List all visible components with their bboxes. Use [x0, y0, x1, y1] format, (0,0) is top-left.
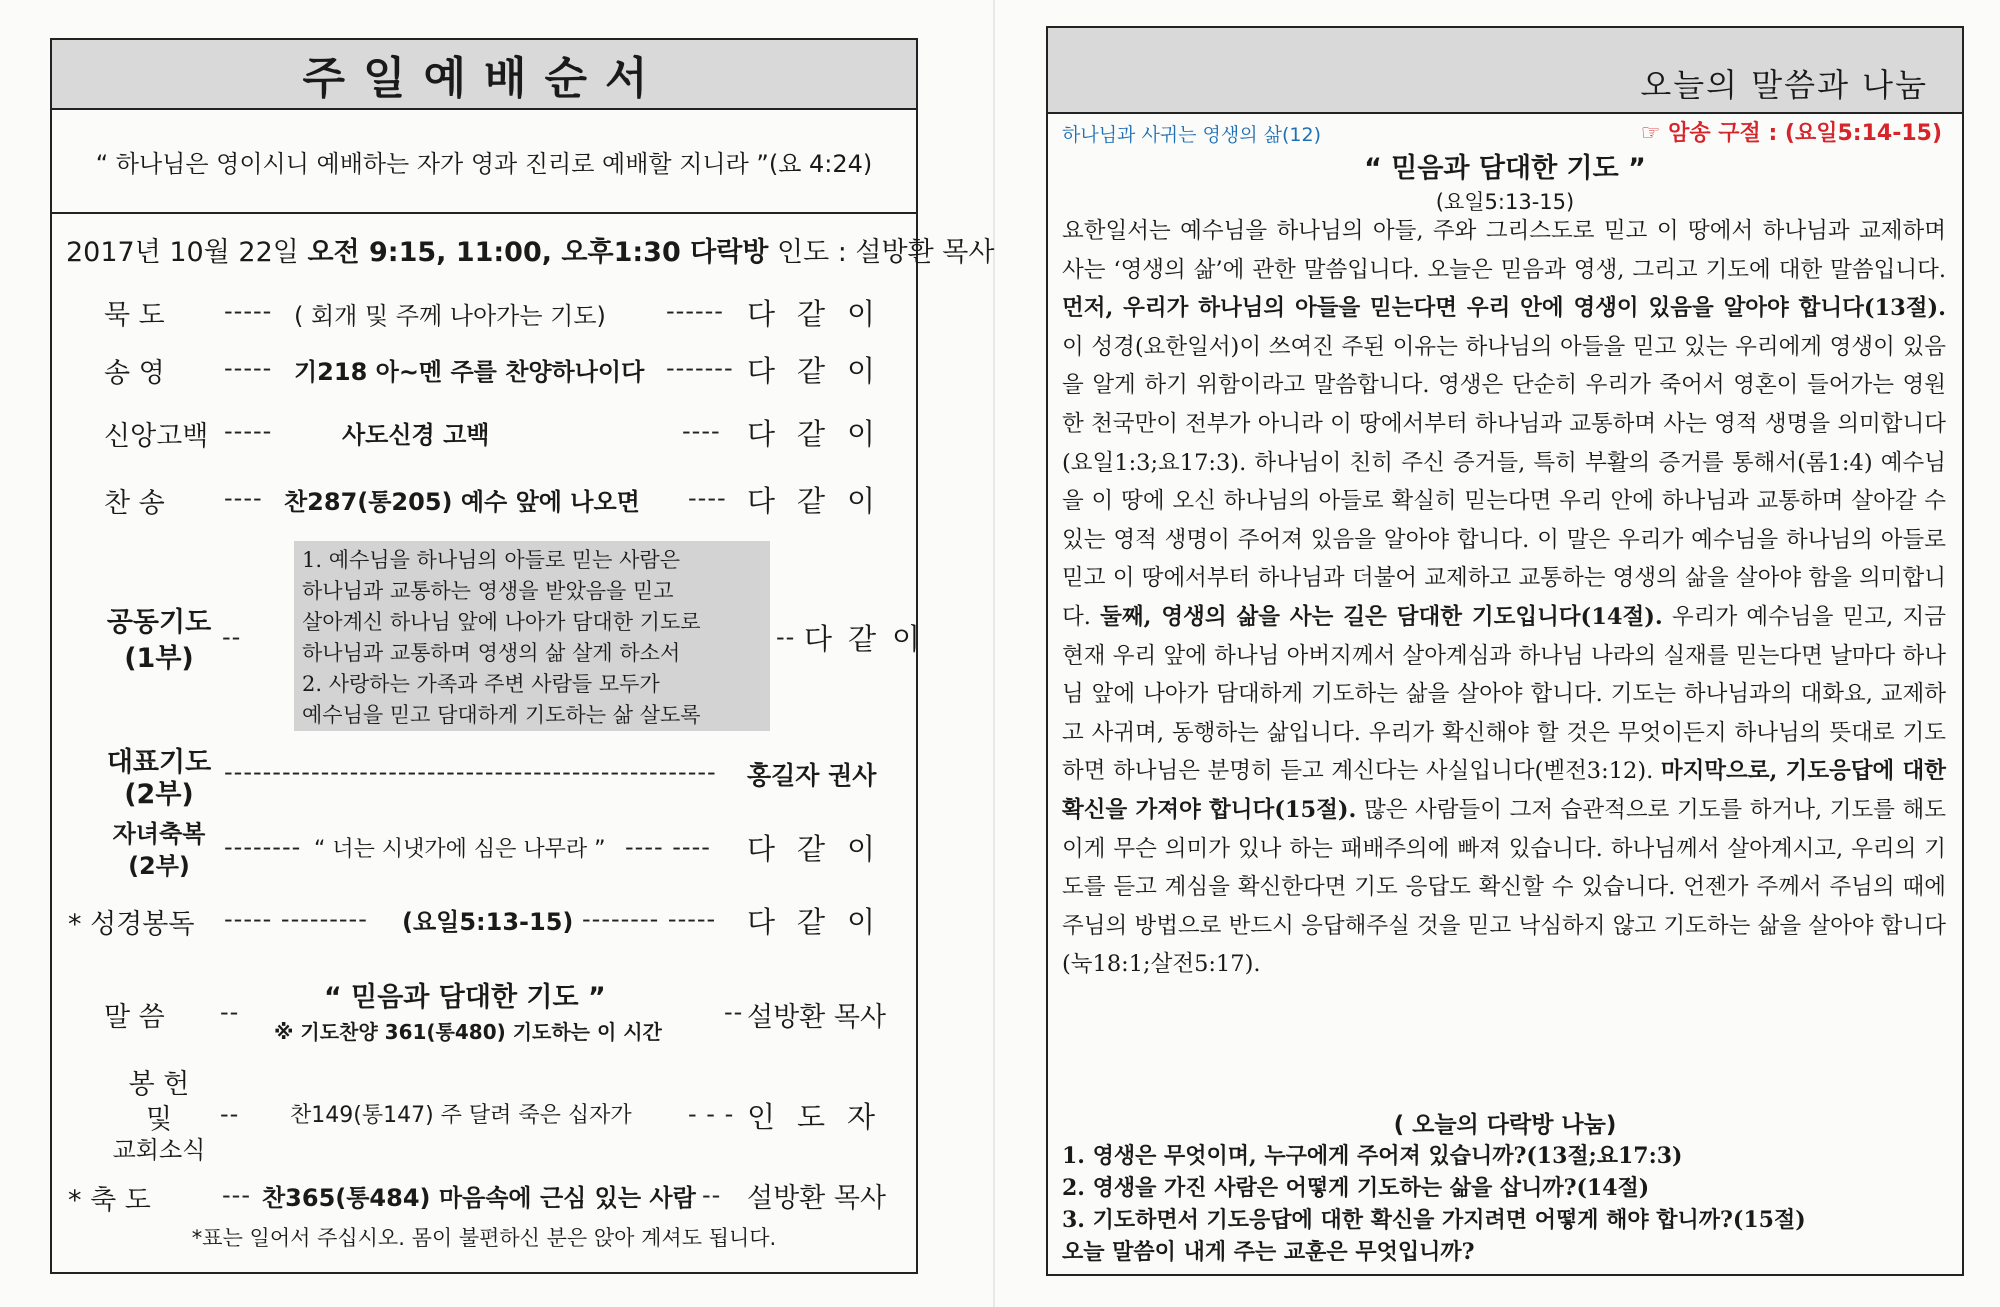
body-point-3: 마지막으로, 기도응답에 대한 확신을 가져야 합니다(15절).	[1062, 758, 1946, 823]
prayer-line: 하나님과 교통하며 영생의 삶 살게 하소서	[302, 641, 681, 665]
question-item: 3. 기도하면서 기도응답에 대한 확신을 가지려면 어떻게 해야 합니까?(15절)	[1062, 1207, 1806, 1233]
children-blessing-label: 자녀축복	[112, 820, 206, 848]
dash: ----	[224, 484, 263, 512]
dash: -------	[666, 354, 734, 382]
rep-prayer-label: 대표기도	[106, 747, 212, 778]
children-blessing-who: 다같이	[747, 832, 898, 866]
dash: ---- ----	[625, 833, 711, 861]
sermon-reference: (요일5:13-15)	[1435, 190, 1575, 214]
sharing-questions	[1062, 1140, 1962, 1268]
common-prayer-part: (1부)	[124, 643, 194, 674]
doxology-content: 기218 아~멘 주를 찬양하나이다	[294, 358, 645, 386]
dash: --	[724, 998, 744, 1026]
body-text: 요한일서는 예수님을 하나님의 아들, 주와 그리스도로 믿고 이 땅에서 하나님과 교제하며 사는 ‘영생의 삶’에 관한 말씀입니다. 오늘은 믿음과 영생, 그리고 기도에 대한 말씀입니다.	[1062, 218, 1946, 283]
sermon-label: 말 씀	[104, 1002, 165, 1033]
dash: ----	[682, 417, 721, 445]
service-date: 2017년 10월 22일	[66, 237, 299, 268]
offering-and: 및	[145, 1104, 173, 1135]
series-title: 하나님과 사귀는 영생의 삶(12)	[1062, 124, 1322, 146]
common-prayer-who: 다같이	[804, 622, 937, 656]
common-prayer-box	[294, 541, 770, 731]
scripture-reading-who: 다같이	[747, 905, 898, 939]
dash: ------	[666, 297, 724, 325]
hymn-who: 다같이	[747, 484, 898, 518]
benediction-hymn: 찬365(통484) 마음속에 근심 있는 사람	[262, 1184, 696, 1212]
doxology-label: 송 영	[104, 358, 165, 389]
service-info	[66, 230, 994, 269]
theme-verse: “ 하나님은 영이시니 예배하는 자가 영과 진리로 예배할 지니라 ”(요 4:24)	[52, 110, 916, 214]
service-leader: 인도 : 설방환 목사	[776, 237, 995, 268]
sermon-summary	[1062, 212, 1946, 984]
question-item: 1. 영생은 무엇이며, 누구에게 주어져 있습니까?(13절;요17:3)	[1062, 1143, 1683, 1169]
sharing-title: ( 오늘의 다락방 나눔)	[1393, 1112, 1617, 1138]
scripture-reading-label: * 성경봉독	[68, 909, 195, 940]
memory-verse: ☞ 암송 구절 : (요일5:14-15)	[1640, 121, 1942, 146]
creed-label: 신앙고백	[104, 421, 209, 452]
dash: ----	[688, 484, 727, 512]
benediction-label: * 축 도	[68, 1185, 151, 1216]
prayer-line: 살아계신 하나님 앞에 나아가 담대한 기도로	[302, 610, 701, 634]
offering-hymn: 찬149(통147) 주 달려 죽은 십자가	[290, 1103, 632, 1128]
offering-who: 인도자	[747, 1100, 898, 1134]
sermon-preacher: 설방환 목사	[747, 1002, 886, 1033]
body-point-1: 먼저, 우리가 하나님의 아들을 믿는다면 우리 안에 영생이 있음을 알아야 합니다(13절).	[1062, 295, 1946, 322]
dash: --	[220, 1100, 240, 1128]
dash: --------	[224, 833, 302, 861]
children-blessing-content: “ 너는 시냇가에 심은 나무라 ”	[314, 837, 606, 862]
sermon-sharing-panel	[1046, 26, 1964, 1276]
dash: --	[220, 998, 240, 1026]
fold-line	[993, 0, 995, 1307]
dash: - - -	[688, 1100, 735, 1128]
prayer-line: 1. 예수님을 하나님의 아들로 믿는 사람은	[302, 548, 680, 572]
hymn-content: 찬287(통205) 예수 앞에 나오면	[284, 488, 640, 516]
body-text: 많은 사람들이 그저 습관적으로 기도를 하거나, 기도를 해도 이게 무슨 의미가 있나 하는 패배주의에 빠져 있습니다. 하나님께서 살아계시고, 우리의 기도를 듣고 계심을 확신한다면 기도 응답도 확신할 수 있습니다. 언젠가 주께서 주님의 때에 주님의 방법으로 반드시 응답해주실 것을 믿고 낙심하지 않고 기도하는 삶을 살아야 합니다(눅18:1;살전5:17).	[1062, 796, 1946, 978]
dash: --	[222, 623, 242, 651]
creed-content: 사도신경 고백	[342, 421, 490, 449]
service-times: 오전 9:15, 11:00, 오후1:30 다락방	[307, 237, 769, 268]
question-item: 2. 영생을 가진 사람은 어떻게 기도하는 삶을 삽니까?(14절)	[1062, 1175, 1650, 1201]
sermon-prayer-hymn: ※ 기도찬양 361(통480) 기도하는 이 시간	[274, 1020, 662, 1044]
sermon-sharing-title: 오늘의 말씀과 나눔	[1640, 66, 1928, 104]
benediction-who: 설방환 목사	[747, 1183, 886, 1214]
body-point-2: 둘째, 영생의 삶을 사는 길은 담대한 기도입니다(14절).	[1100, 603, 1663, 630]
worship-order-title: 주일예배순서	[52, 40, 916, 110]
children-blessing-part: (2부)	[128, 852, 190, 880]
sermon-sharing-header	[1048, 28, 1962, 114]
offering-label: 봉 헌	[128, 1069, 190, 1100]
sermon-title: “ 믿음과 담대한 기도 ”	[1364, 153, 1646, 184]
dash: -----	[224, 417, 273, 445]
dash: --	[702, 1181, 722, 1209]
dash: -----	[224, 354, 273, 382]
standing-footnote: *표는 일어서 주십시오. 몸이 불편하신 분은 앉아 계셔도 됩니다.	[191, 1226, 777, 1250]
silent-prayer-who: 다같이	[747, 297, 898, 331]
dash: ---	[222, 1181, 251, 1209]
rep-prayer-who: 홍길자 권사	[747, 761, 877, 790]
body-text: 이 성경(요한일서)이 쓰여진 주된 이유는 하나님의 아들을 믿고 있는 우리에게 영생이 있음을 알게 하기 위함이라고 말씀합니다. 영생은 단순히 우리가 죽어서 영혼이 들어가는 영원한 천국만이 전부가 아니라 이 땅에서부터 하나님과 교통하며 사는 영적 생명을 의미합니다(요일1:3;요17:3). 하나님이 친히 주신 증거들, 특히 부활의 증거를 통해서(롬1:4) 예수님을 이 땅에 오신 하나님의 아들로 확실히 믿는다면 우리 안에 하나님과 교통하며 살아갈 수 있는 영적 생명이 주어져 있음을 알아야 합니다. 이 말은 우리가 예수님을 하나님의 아들로 믿고 이 땅에서부터 하나님과 더불어 교제하고 교통하는 영생의 삶을 살아야 함을 의미합니다.	[1062, 333, 1946, 630]
silent-prayer-content: ( 회개 및 주께 나아가는 기도)	[294, 302, 606, 330]
hymn-label: 찬 송	[104, 488, 165, 519]
worship-order-panel	[50, 38, 995, 1274]
dash: --	[776, 623, 796, 651]
prayer-line: 2. 사랑하는 가족과 주변 사람들 모두가	[302, 672, 660, 696]
question-item: 오늘 말씀이 내게 주는 교훈은 무엇입니까?	[1062, 1239, 1475, 1265]
body-text: 우리가 예수님을 믿고, 지금 현재 우리 앞에 하나님 아버지께서 살아계심과 하나님 나라의 실재를 믿는다면 날마다 하나님 앞에 나아가 담대하게 기도하는 삶을 살아야 합니다. 기도는 하나님과의 대화요, 교제하고 사귀며, 동행하는 삶입니다. 우리가 확신해야 할 것은 무엇이든지 하나님의 뜻대로 기도하면 하나님은 분명히 듣고 계신다는 사실입니다(벧전3:12).	[1062, 603, 1946, 785]
sermon-title: “ 믿음과 담대한 기도 ”	[324, 982, 606, 1013]
common-prayer-label: 공동기도	[106, 607, 212, 638]
doxology-who: 다같이	[747, 354, 898, 388]
dash: -----	[224, 297, 273, 325]
rep-prayer-part: (2부)	[124, 779, 194, 810]
scripture-reading-content: (요일5:13-15)	[402, 908, 574, 936]
silent-prayer-label: 묵 도	[104, 300, 165, 331]
dash: -------- -----	[582, 905, 717, 933]
dash: ----- ---------	[224, 905, 368, 933]
creed-who: 다같이	[747, 417, 898, 451]
church-news-label: 교회소식	[112, 1136, 206, 1164]
prayer-line: 하나님과 교통하는 영생을 받았음을 믿고	[302, 579, 674, 603]
prayer-line: 예수님을 믿고 담대하게 기도하는 삶 살도록	[302, 703, 701, 727]
dash: ---------------------------------------------------	[224, 758, 717, 786]
